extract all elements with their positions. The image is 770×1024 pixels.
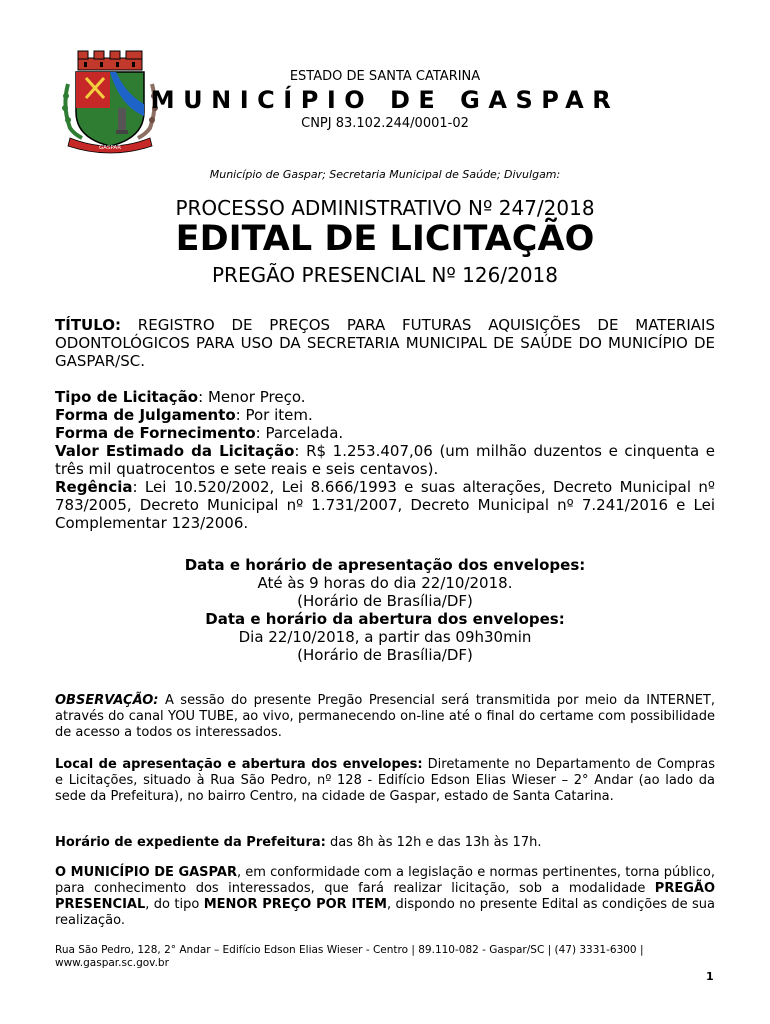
spec-forma-julgamento	[55, 406, 715, 424]
crest-banner-text: GASPAR	[98, 145, 122, 151]
spec-tipo-label: Tipo de Licitação	[55, 388, 199, 406]
divulgation-line: Município de Gaspar; Secretaria Municipal de Saúde; Divulgam:	[209, 168, 561, 181]
local-text: Diretamente no Departamento de Compras e Licitações, situado à Rua São Pedro, nº 128 - Edifício Edson Elias Wieser – 2° Andar (ao lado da sede da Prefeitura), no bairro Centro, na cidade de Gaspar, estado de Santa Catarina.	[55, 757, 716, 804]
spec-regencia-label: Regência	[55, 478, 133, 496]
titulo-text: REGISTRO DE PREÇOS PARA FUTURAS AQUISIÇÕES DE MATERIAIS ODONTOLÓGICOS PARA USO DA SECRETARIA MUNICIPAL DE SAÚDE DO MUNICÍPIO DE GASPAR/SC.	[55, 316, 715, 370]
spec-valor-estimado	[55, 442, 715, 478]
spec-forma-julgamento-label: Forma de Julgamento	[55, 406, 236, 424]
horario-label: Horário de expediente da Prefeitura:	[55, 835, 326, 850]
tipo-bold: MENOR PREÇO POR ITEM	[203, 897, 387, 912]
spec-regencia-value: : Lei 10.520/2002, Lei 8.666/1993 e suas alterações, Decreto Municipal nº 783/2005, Decreto Municipal nº 1.731/2007, Decreto Municipal nº 7.241/2016 e Lei Complementar 123/2006.	[55, 478, 715, 532]
titulo-label: TÍTULO:	[55, 316, 121, 334]
spec-valor-value: : R$ 1.253.407,06 (um milhão duzentos e cinquenta e três mil quatrocentos e sete reais e seis centavos).	[55, 442, 715, 478]
edital-title: EDITAL DE LICITAÇÃO	[175, 219, 595, 259]
page-number: 1	[706, 970, 714, 983]
process-number: PROCESSO ADMINISTRATIVO Nº 247/2018	[175, 196, 595, 220]
dates-section	[0, 556, 770, 664]
spec-tipo-value: : Menor Preço.	[198, 388, 306, 406]
spec-forma-julgamento-value: : Por item.	[235, 406, 313, 424]
municipio-name: O MUNICÍPIO DE GASPAR	[55, 865, 237, 880]
municipio-text-2: , do tipo	[145, 897, 204, 912]
spec-regencia	[55, 478, 715, 532]
spec-forma-fornecimento	[55, 424, 715, 442]
local-label: Local de apresentação e abertura dos envelopes:	[55, 757, 423, 772]
modalidade-bold: PREGÃO PRESENCIAL	[55, 881, 715, 912]
titulo-paragraph	[55, 316, 715, 370]
municipio-text-1: , em conformidade com a legislação e normas pertinentes, torna público, para conhecimento dos interessados, que fará realizar licitação, sob a modalidade	[55, 865, 715, 896]
spec-forma-fornecimento-value: : Parcelada.	[255, 424, 344, 442]
observacao-label: OBSERVAÇÃO:	[55, 693, 159, 708]
horario-text: das 8h às 12h e das 13h às 17h.	[325, 835, 542, 850]
licitation-specs	[55, 388, 715, 532]
abertura-title: Data e horário da abertura dos envelopes:	[205, 610, 565, 628]
municipal-crest-logo	[60, 46, 160, 154]
footer	[55, 944, 695, 970]
abertura-line2: (Horário de Brasília/DF)	[297, 646, 473, 664]
observacao-text: A sessão do presente Pregão Presencial será transmitida por meio da INTERNET, através do canal YOU TUBE, ao vivo, permanecendo on-line até o final do certame com possibilidade de acesso a todos os interessados.	[55, 693, 715, 740]
municipality-title: MUNICÍPIO DE GASPAR	[150, 86, 620, 114]
spec-forma-fornecimento-label: Forma de Fornecimento	[55, 424, 256, 442]
observacao-paragraph	[55, 693, 715, 741]
horario-paragraph	[55, 835, 715, 851]
apresentacao-title: Data e horário de apresentação dos envelopes:	[184, 556, 586, 574]
municipio-text-3: , dispondo no presente Edital as condições de sua realização.	[55, 897, 715, 928]
local-paragraph	[55, 757, 715, 805]
cnpj: CNPJ 83.102.244/0001-02	[301, 116, 469, 131]
municipio-paragraph	[55, 865, 715, 929]
spec-tipo	[55, 388, 715, 406]
abertura-line1: Dia 22/10/2018, a partir das 09h30min	[238, 628, 532, 646]
apresentacao-line1: Até às 9 horas do dia 22/10/2018.	[257, 574, 513, 592]
state-name: ESTADO DE SANTA CATARINA	[289, 69, 481, 84]
footer-address: Rua São Pedro, 128, 2° Andar – Edifício Edson Elias Wieser - Centro | 89.110-082 - Gaspar/SC | (47) 3331-6300 |	[55, 944, 644, 956]
apresentacao-line2: (Horário de Brasília/DF)	[297, 592, 473, 610]
spec-valor-label: Valor Estimado da Licitação	[55, 442, 295, 460]
pregao-number: PREGÃO PRESENCIAL Nº 126/2018	[211, 263, 558, 287]
footer-website[interactable]: www.gaspar.sc.gov.br	[55, 957, 169, 969]
